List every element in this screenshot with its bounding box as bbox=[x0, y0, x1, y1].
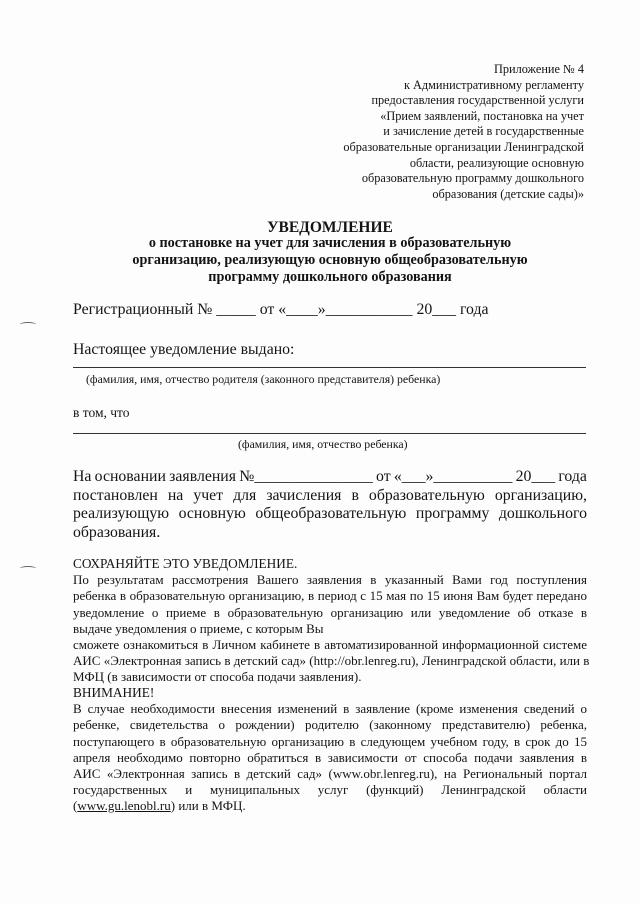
child-caption: (фамилия, имя, отчество ребенка) bbox=[238, 437, 408, 451]
last-line-suffix: ) или в МФЦ. bbox=[170, 798, 246, 814]
appendix-header bbox=[284, 62, 584, 202]
word: учет bbox=[193, 486, 224, 504]
attention-line: В случае необходимости внесения изменений в заявление (кроме изменения сведений о bbox=[73, 701, 587, 717]
word: года bbox=[558, 468, 587, 485]
parent-caption: (фамилия, имя, отчество родителя (законного представителя) ребенка) bbox=[86, 372, 441, 386]
word: заявления bbox=[169, 468, 237, 485]
save-line: сможете ознакомиться в Личном кабинете в автоматизированной информационной системе bbox=[73, 637, 587, 653]
save-heading: СОХРАНЯЙТЕ ЭТО УВЕДОМЛЕНИЕ. bbox=[73, 556, 298, 571]
save-line: По результатам рассмотрения Вашего заявления в указанный Вами год поступления bbox=[73, 572, 587, 588]
margin-mark bbox=[20, 322, 36, 327]
header-line: к Административному регламенту bbox=[403, 77, 584, 92]
header-line: образовательные организации Ленинградской bbox=[343, 139, 584, 154]
word: №_______________ bbox=[239, 468, 373, 485]
basis-line bbox=[73, 468, 587, 487]
document-title: УВЕДОМЛЕНИЕ bbox=[267, 219, 393, 236]
word: программу bbox=[415, 505, 490, 522]
in-that-label: в том, что bbox=[73, 405, 130, 420]
attention-line: АИС «Электронная запись в детский сад» (www.obr.lenreg.ru), на Региональный портал bbox=[73, 766, 587, 782]
word: основную bbox=[178, 505, 246, 522]
header-line: «Прием заявлений, постановка на учет bbox=[380, 108, 584, 123]
save-line: МФЦ (в зависимости от способа подачи заявления). bbox=[73, 669, 362, 685]
word: На bbox=[73, 468, 92, 485]
attention-section bbox=[73, 685, 587, 815]
word: 20___ bbox=[515, 468, 556, 485]
child-name-line bbox=[73, 433, 586, 434]
attention-line: ребенке, свидетельства о рождении) родителю (законному представителю) ребенка, bbox=[73, 717, 587, 733]
word: для bbox=[233, 486, 257, 504]
basis-line: образования. bbox=[73, 523, 161, 541]
header-line: Приложение № 4 bbox=[493, 62, 584, 76]
attention-line: государственных и муниципальных услуг (функций) Ленинградской области bbox=[73, 782, 587, 798]
paren-open: ( bbox=[73, 798, 78, 814]
subtitle-line: организацию, реализующую основную общеобразовательную bbox=[132, 252, 528, 268]
attention-heading: ВНИМАНИЕ! bbox=[73, 685, 155, 700]
attention-last-line bbox=[73, 798, 587, 814]
word: «___»__________ bbox=[393, 468, 513, 485]
issued-to-label: Настоящее уведомление выдано: bbox=[73, 341, 295, 358]
save-line: уведомление о приеме в образовательную организацию или уведомление об отказе в bbox=[73, 604, 587, 620]
header-line: образовательную программу дошкольного bbox=[361, 171, 584, 186]
word: зачисления bbox=[266, 486, 342, 504]
word: дошкольного bbox=[498, 505, 587, 522]
basis-line bbox=[73, 505, 587, 524]
save-line: выдаче уведомления о приеме, с которым Вы bbox=[73, 620, 324, 636]
basis-paragraph bbox=[73, 468, 587, 542]
document-subtitle bbox=[60, 235, 600, 286]
header-line: области, реализующие основную bbox=[409, 155, 584, 170]
parent-name-line bbox=[73, 367, 586, 368]
margin-mark bbox=[20, 566, 36, 571]
subtitle-line: о постановке на учет для зачисления в образовательную bbox=[148, 235, 512, 251]
attention-line: поступающего в образовательную организацию в следующем учебном году, в срок до 15 bbox=[73, 733, 587, 749]
registration-line: Регистрационный № _____ от «____»___________ 20___ года bbox=[73, 301, 489, 318]
header-line: образования (детские сады)» bbox=[432, 186, 584, 201]
word: общеобразовательную bbox=[255, 505, 407, 522]
word: образовательную bbox=[368, 486, 485, 504]
basis-line bbox=[73, 487, 587, 506]
word: основании bbox=[94, 468, 166, 485]
attention-line: апреля необходимо повторно обратиться в зависимости от способа подачи заявления в bbox=[73, 749, 587, 765]
header-line: и зачисление детей в государственные bbox=[383, 124, 584, 139]
word: на bbox=[167, 486, 184, 504]
word: постановлен bbox=[73, 486, 158, 504]
word: организацию, bbox=[494, 486, 587, 504]
subtitle-line: программу дошкольного образования bbox=[208, 269, 452, 285]
gu-lenobl-link[interactable]: www.gu.lenobl.ru bbox=[77, 798, 171, 814]
word: реализующую bbox=[73, 505, 170, 522]
save-line: АИС «Электронная запись в детский сад» (http://obr.lenreg.ru), Ленинградской области, или в bbox=[73, 653, 590, 669]
word: от bbox=[376, 468, 391, 485]
header-line: предоставления государственной услуги bbox=[371, 93, 584, 108]
save-line: ребенка в образовательную организацию, в период с 15 мая по 15 июня Вам будет передано bbox=[73, 588, 587, 604]
save-section bbox=[73, 556, 590, 686]
word: в bbox=[351, 486, 359, 504]
